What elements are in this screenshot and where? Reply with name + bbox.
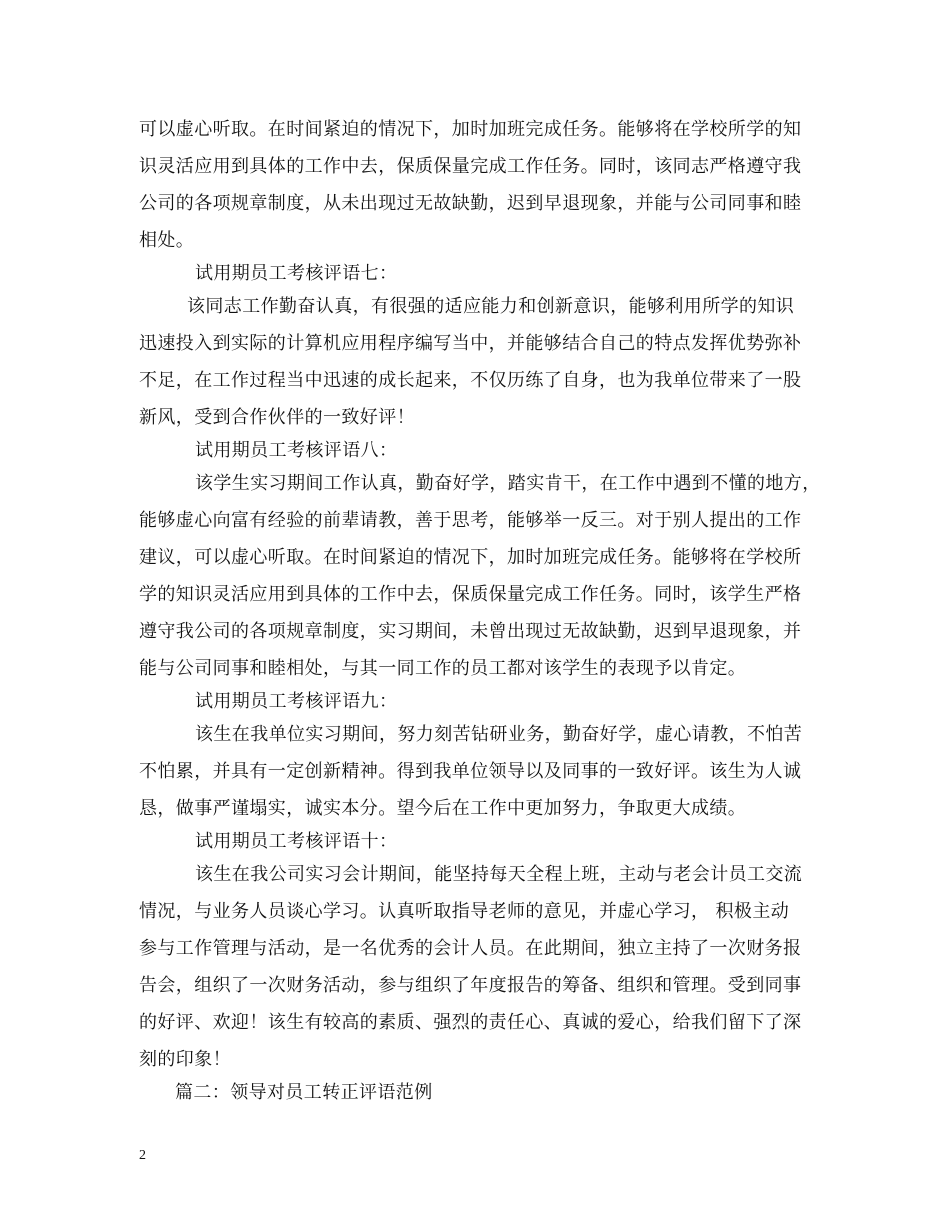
paragraph-line: 的好评、欢迎！该生有较高的素质、强烈的责任心、真诚的爱心，给我们留下了深 <box>139 1012 802 1033</box>
paragraph-line: 建议，可以虚心听取。在时间紧迫的情况下，加时加班完成任务。能够将在学校所 <box>139 547 802 568</box>
paragraph-line: 该学生实习期间工作认真，勤奋好学，踏实肯干，在工作中遇到不懂的地方， <box>195 473 821 494</box>
paragraph-line: 刻的印象！ <box>139 1049 231 1070</box>
paragraph-line: 相处。 <box>139 230 195 251</box>
paragraph-line: 可以虚心听取。在时间紧迫的情况下，加时加班完成任务。能够将在学校所学的知 <box>139 119 802 140</box>
paragraph-line: 告会，组织了一次财务活动，参与组织了年度报告的筹备、组织和管理。受到同事 <box>139 975 802 996</box>
page-number: 2 <box>139 1148 146 1163</box>
paragraph-line: 恳，做事严谨塌实，诚实本分。望今后在工作中更加努力，争取更大成绩。 <box>139 798 747 819</box>
paragraph-line: 不怕累，并具有一定创新精神。得到我单位领导以及同事的一致好评。该生为人诚 <box>139 761 802 782</box>
paragraph-line: 该生在我公司实习会计期间，能坚持每天全程上班，主动与老会计员工交流 <box>195 864 803 885</box>
section-heading: 试用期员工考核评语七： <box>195 263 398 284</box>
paragraph-line: 该同志工作勤奋认真，有很强的适应能力和创新意识，能够利用所学的知识 <box>187 296 795 317</box>
paragraph-line: 识灵活应用到具体的工作中去，保质保量完成工作任务。同时，该同志严格遵守我 <box>139 156 802 177</box>
section-heading: 试用期员工考核评语九： <box>195 691 398 712</box>
paragraph-line: 遵守我公司的各项规章制度，实习期间，未曾出现过无故缺勤，迟到早退现象，并 <box>139 621 802 642</box>
paragraph-line: 该生在我单位实习期间，努力刻苦钻研业务，勤奋好学，虚心请教，不怕苦 <box>195 724 803 745</box>
chapter-heading: 篇二：领导对员工转正评语范例 <box>175 1082 433 1103</box>
section-heading: 试用期员工考核评语十： <box>195 831 398 852</box>
paragraph-line: 能与公司同事和睦相处，与其一同工作的员工都对该学生的表现予以肯定。 <box>139 658 747 679</box>
paragraph-line: 能够虚心向富有经验的前辈请教，善于思考，能够举一反三。对于别人提出的工作 <box>139 510 802 531</box>
paragraph-line: 参与工作管理与活动，是一名优秀的会计人员。在此期间，独立主持了一次财务报 <box>139 938 802 959</box>
paragraph-line: 学的知识灵活应用到具体的工作中去，保质保量完成工作任务。同时，该学生严格 <box>139 584 802 605</box>
paragraph-line: 公司的各项规章制度，从未出现过无故缺勤，迟到早退现象，并能与公司同事和睦 <box>139 193 802 214</box>
section-heading: 试用期员工考核评语八： <box>195 440 398 461</box>
paragraph-line: 新风，受到合作伙伴的一致好评！ <box>139 407 415 428</box>
paragraph-line: 不足，在工作过程当中迅速的成长起来，不仅历练了自身，也为我单位带来了一股 <box>139 370 802 391</box>
paragraph-line: 情况，与业务人员谈心学习。认真听取指导老师的意见，并虚心学习， 积极主动 <box>139 901 790 922</box>
paragraph-line: 迅速投入到实际的计算机应用程序编写当中，并能够结合自己的特点发挥优势弥补 <box>139 333 802 354</box>
